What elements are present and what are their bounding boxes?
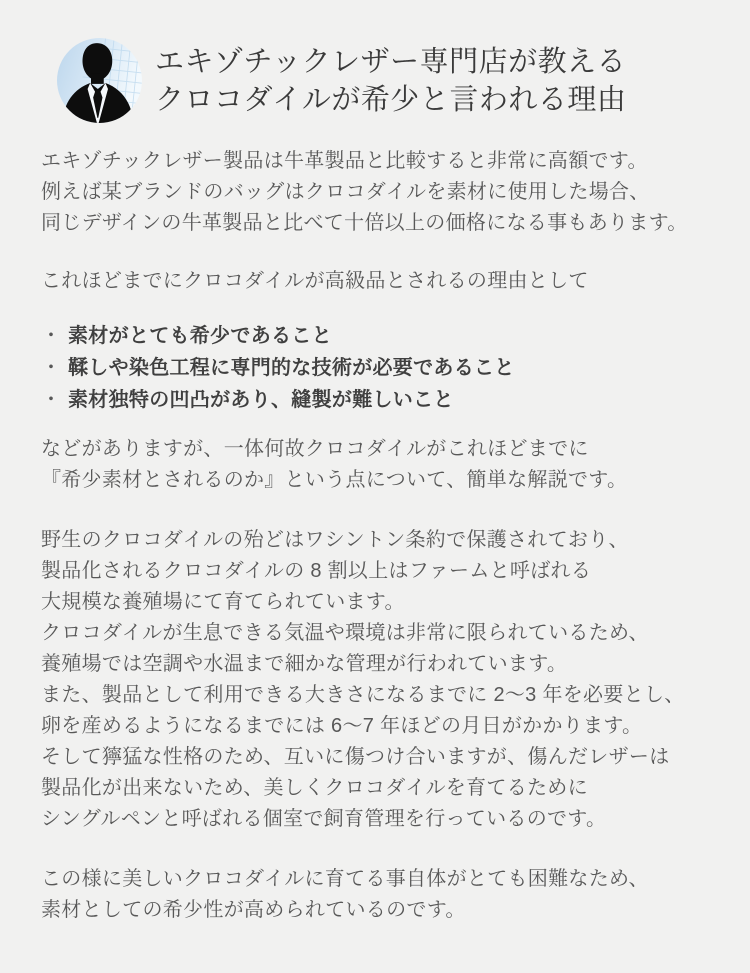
explanation-line-9: 製品化が出来ないため、美しくクロコダイルを育てるために bbox=[41, 777, 588, 799]
intro-line-1: エキゾチックレザー製品は牛革製品と比較すると非常に高額です。 bbox=[41, 150, 648, 172]
businessman-avatar-icon bbox=[57, 38, 142, 123]
explanation-line-7: 卵を産めるようになるまでには 6～7 年ほどの月日がかかります。 bbox=[41, 715, 643, 737]
bullet-icon: ・ bbox=[41, 389, 62, 411]
transition-line-1: などがありますが、一体何故クロコダイルがこれほどまでに bbox=[41, 438, 589, 460]
conclusion-line-1: この様に美しいクロコダイルに育てる事自体がとても困難なため、 bbox=[41, 868, 649, 890]
intro-line-3: 同じデザインの牛革製品と比べて十倍以上の価格になる事もあります。 bbox=[41, 212, 688, 234]
paragraph-intro bbox=[41, 146, 732, 239]
list-item-sewing bbox=[41, 384, 732, 416]
reasons-list bbox=[41, 320, 732, 416]
article-content bbox=[0, 146, 750, 926]
explanation-line-6: また、製品として利用できる大きさになるまでに 2～3 年を必要とし、 bbox=[41, 684, 685, 706]
explanation-line-3: 大規模な養殖場にて育てられています。 bbox=[41, 591, 405, 613]
paragraph-transition bbox=[41, 434, 732, 496]
page-title-line-2: クロコダイルが希少と言われる理由 bbox=[155, 84, 627, 116]
bullet-icon: ・ bbox=[41, 325, 62, 347]
list-item-label: 鞣しや染色工程に専門的な技術が必要であること bbox=[68, 357, 515, 379]
explanation-line-8: そして獰猛な性格のため、互いに傷つけ合いますが、傷んだレザーは bbox=[41, 746, 670, 768]
list-item-tanning bbox=[41, 352, 732, 384]
explanation-line-4: クロコダイルが生息できる気温や環境は非常に限られているため、 bbox=[41, 622, 649, 644]
reason-lead-line: これほどまでにクロコダイルが高級品とされるの理由として bbox=[41, 270, 589, 292]
bullet-icon: ・ bbox=[41, 357, 62, 379]
explanation-line-2: 製品化されるクロコダイルの 8 割以上はファームと呼ばれる bbox=[41, 560, 592, 582]
intro-line-2: 例えば某ブランドのバッグはクロコダイルを素材に使用した場合、 bbox=[41, 181, 650, 203]
list-item-rarity bbox=[41, 320, 732, 352]
paragraph-conclusion bbox=[41, 864, 732, 926]
explanation-line-10: シングルペンと呼ばれる個室で飼育管理を行っているのです。 bbox=[41, 808, 607, 830]
transition-line-2: 『希少素材とされるのか』という点について、簡単な解説です。 bbox=[41, 469, 628, 491]
paragraph-explanation bbox=[41, 525, 732, 835]
conclusion-line-2: 素材としての希少性が高められているのです。 bbox=[41, 899, 466, 921]
page-title bbox=[155, 43, 626, 119]
article-header bbox=[57, 38, 750, 123]
list-item-label: 素材独特の凹凸があり、縫製が難しいこと bbox=[68, 389, 454, 411]
explanation-line-1: 野生のクロコダイルの殆どはワシントン条約で保護されており、 bbox=[41, 529, 629, 551]
paragraph-reason-lead bbox=[41, 266, 732, 297]
page-title-line-1: エキゾチックレザー専門店が教える bbox=[155, 46, 627, 78]
explanation-line-5: 養殖場では空調や水温まで細かな管理が行われています。 bbox=[41, 653, 568, 675]
list-item-label: 素材がとても希少であること bbox=[68, 325, 332, 347]
